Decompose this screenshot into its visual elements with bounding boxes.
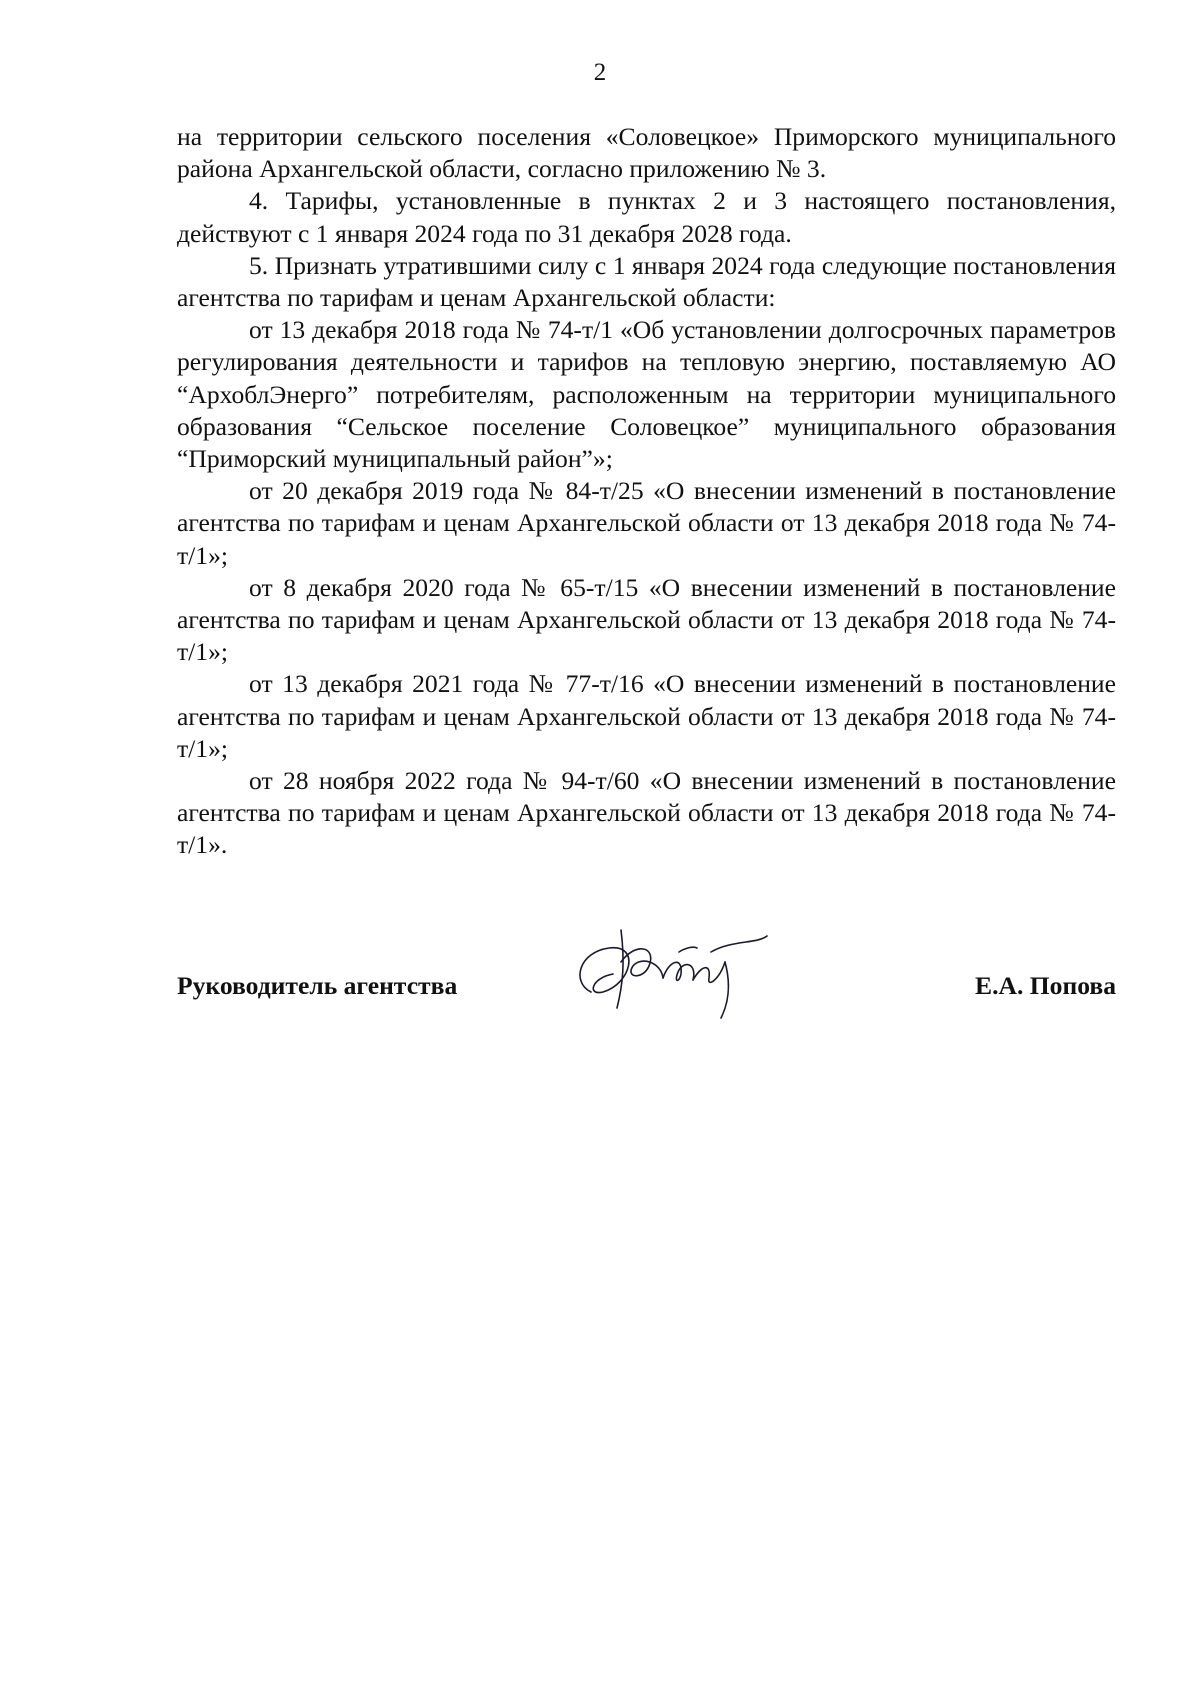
- repealed-act-2020: от 8 декабря 2020 года № 65-т/15 «О внесении изменений в постановление агентства по тарифам и ценам Архангельской области от 13 декабря 2018 года № 74-т/1»;: [177, 572, 1116, 667]
- handwritten-signature: [561, 922, 781, 1032]
- repealed-act-2019: от 20 декабря 2019 года № 84-т/25 «О внесении изменений в постановление агентства по тарифам и ценам Архангельской области от 13 декабря 2018 года № 74-т/1»;: [177, 476, 1116, 570]
- paragraph-item-5: 5. Признать утратившими силу с 1 января 2024 года следующие постановления агентства по тарифам и ценам Архангельской области:: [177, 250, 1116, 313]
- repealed-act-2018: от 13 декабря 2018 года № 74-т/1 «Об установлении долгосрочных параметров регулирования деятельности и тарифов на тепловую энергию, поставляемую АО “АрхоблЭнерго” потребителям, расположенным на территории муниципального образования “Сельское поселение Соловецкое” муниципального образования “Приморский муниципальный район”»;: [177, 315, 1116, 474]
- signatory-name: Е.А. Попова: [975, 971, 1116, 1000]
- repealed-act-2022: от 28 ноября 2022 года № 94-т/60 «О внесении изменений в постановление агентства по тарифам и ценам Архангельской области от 13 декабря 2018 года № 74-т/1».: [177, 766, 1116, 860]
- paragraph-item-4: 4. Тарифы, установленные в пунктах 2 и 3 настоящего постановления, действуют с 1 января 2024 года по 31 декабря 2028 года.: [177, 186, 1116, 248]
- paragraph-continuation: на территории сельского поселения «Соловецкое» Приморского муниципального района Архангельской области, согласно приложению № 3.: [177, 122, 1116, 184]
- repealed-act-2021: от 13 декабря 2021 года № 77-т/16 «О внесении изменений в постановление агентства по тарифам и ценам Архангельской области от 13 декабря 2018 года № 74-т/1»;: [177, 669, 1116, 763]
- document-body: [177, 121, 1116, 862]
- page-number: 2: [593, 59, 607, 86]
- signatory-position: Руководитель агентства: [177, 971, 458, 1000]
- signature-block: [177, 942, 1116, 1052]
